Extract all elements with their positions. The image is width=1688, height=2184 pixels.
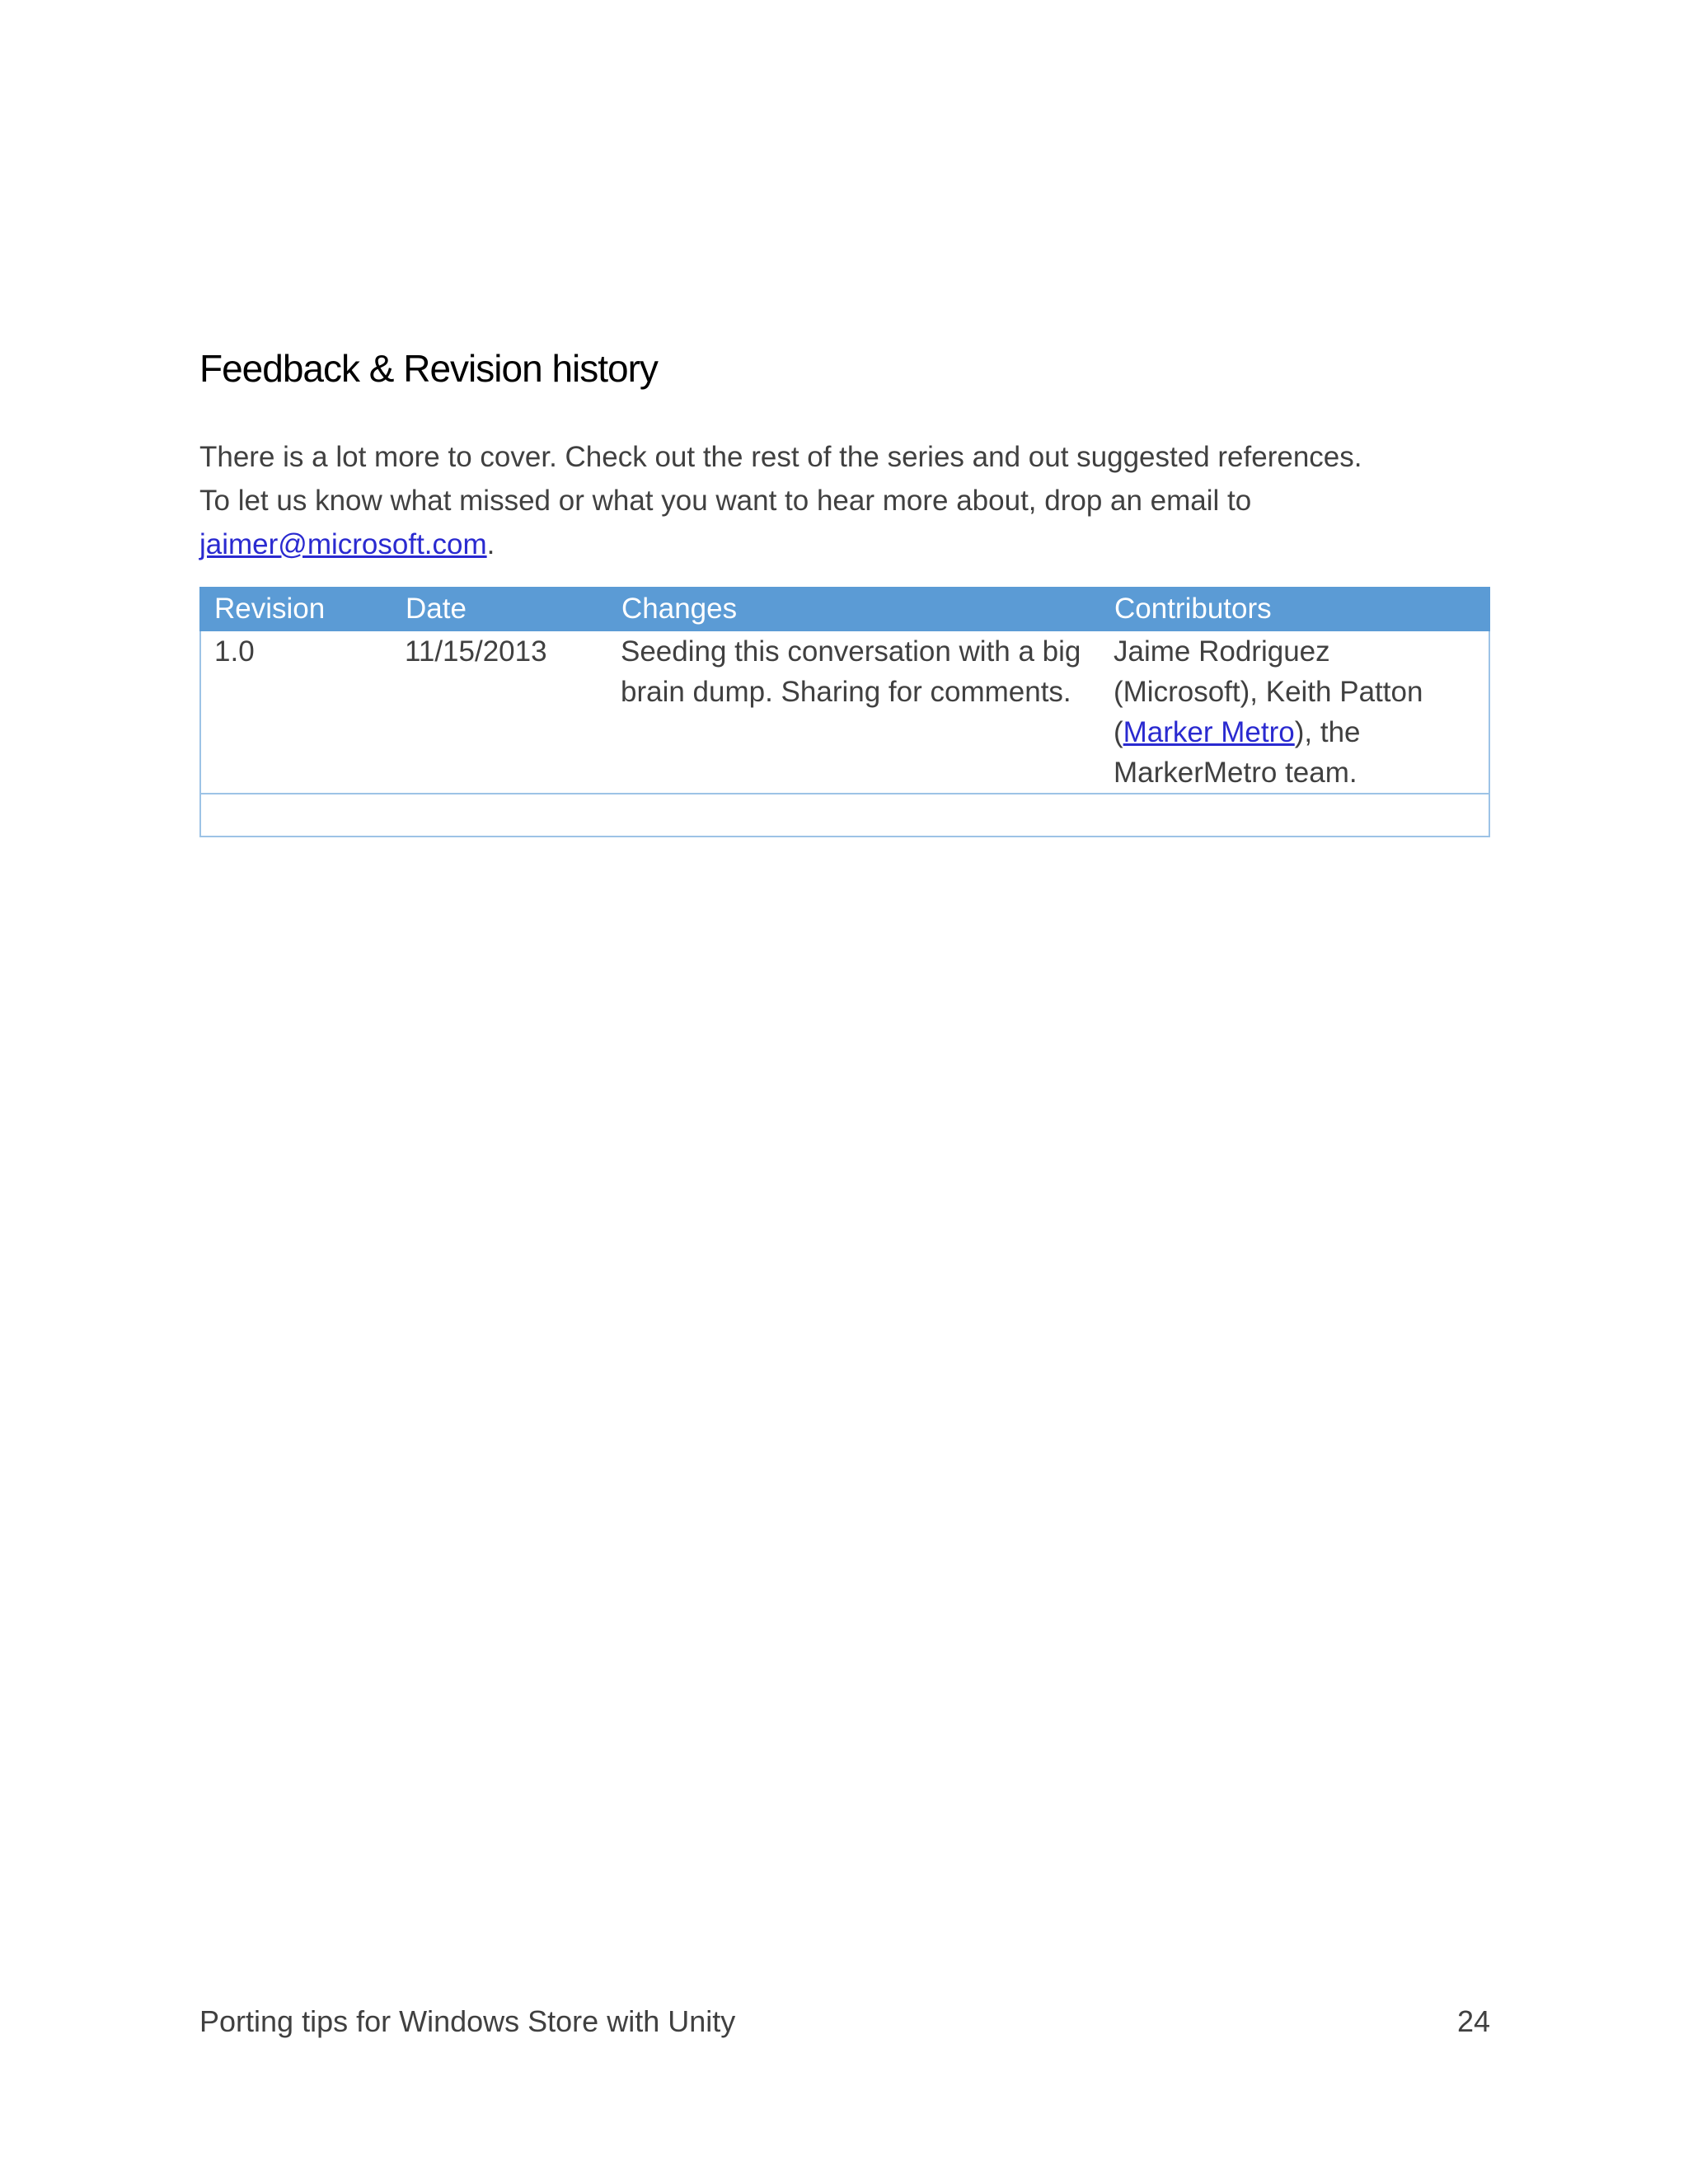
footer-title: Porting tips for Windows Store with Unity [199, 2004, 736, 2038]
empty-cell [392, 794, 607, 837]
header-changes: Changes [607, 588, 1100, 630]
paragraph-line-2: To let us know what missed or what you want to hear more about, drop an email to [199, 485, 1252, 517]
cell-changes: Seeding this conversation with a big brain dump. Sharing for comments. [607, 630, 1100, 794]
table-row [200, 630, 1489, 794]
header-date: Date [392, 588, 607, 630]
cell-date: 11/15/2013 [392, 630, 607, 794]
table-header-row [200, 588, 1489, 630]
section-heading: Feedback & Revision history [199, 347, 658, 390]
header-contributors: Contributors [1100, 588, 1489, 630]
empty-cell [1100, 794, 1489, 837]
empty-cell [200, 794, 392, 837]
cell-revision: 1.0 [200, 630, 392, 794]
contributors-text-before: Jaime Rodriguez (Microsoft), Keith Patton ( [1114, 635, 1423, 748]
email-link[interactable]: jaimer@microsoft.com [199, 528, 487, 560]
table-row-empty [200, 794, 1489, 837]
feedback-paragraph [199, 435, 1518, 566]
cell-contributors [1100, 630, 1489, 794]
header-revision: Revision [200, 588, 392, 630]
page-number: 24 [1456, 2004, 1490, 2038]
marker-metro-link[interactable]: Marker Metro [1123, 716, 1295, 748]
revision-history-table [199, 587, 1490, 837]
contributors-text-after: ), the MarkerMetro team. [1114, 716, 1361, 789]
empty-cell [607, 794, 1100, 837]
paragraph-line-1: There is a lot more to cover. Check out the rest of the series and out suggested references. [199, 441, 1362, 473]
email-trailing-period: . [486, 528, 495, 560]
